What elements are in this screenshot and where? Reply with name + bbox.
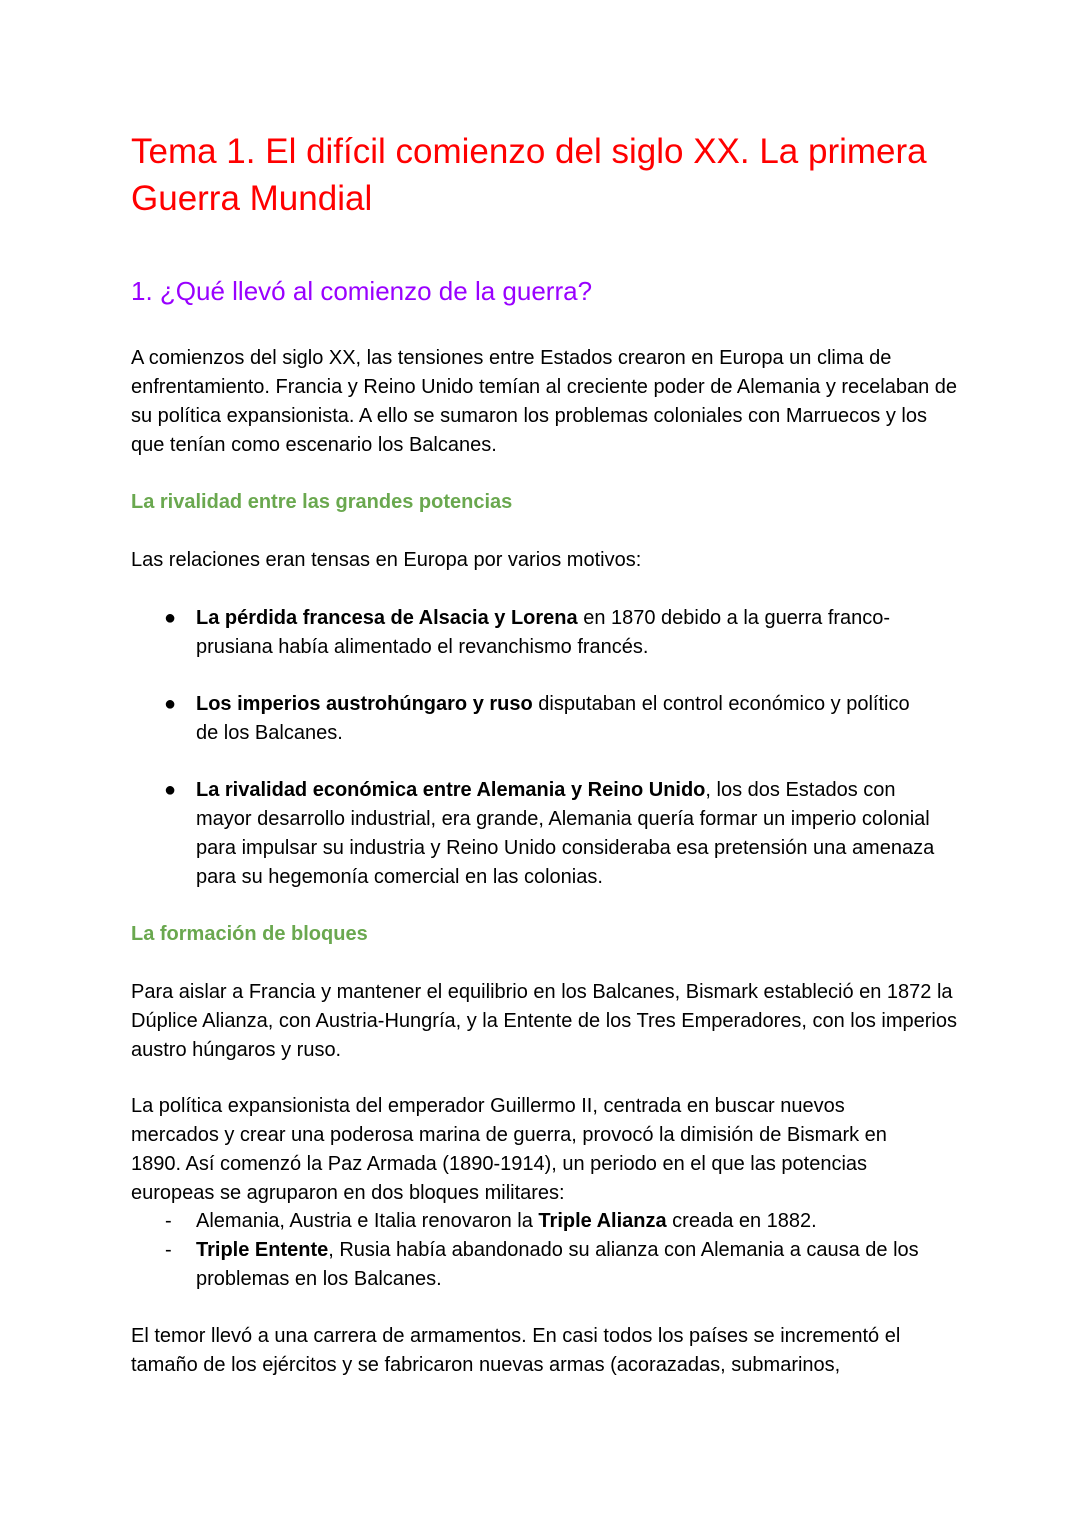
page-title: Tema 1. El difícil comienzo del siglo XX. La primera Guerra Mundial — [131, 132, 927, 218]
bloques-paragraph-2: La política expansionista del emperador Guillermo II, centrada en buscar nuevos mercados y crear una poderosa marina de guerra, provocó la dimisión de Bismark en 1890. Así comenzó la Paz Armada (1890-1914), un periodo en el que las potencias europeas se agruparon en dos bloques militares: — [131, 1095, 887, 1204]
dash-marker: - — [165, 1210, 172, 1232]
bullet-text: disputaban el control económico y político de los Balcanes. — [196, 693, 910, 744]
list-item — [131, 1236, 961, 1294]
bullet-bold-text: Los imperios austrohúngaro y ruso — [196, 693, 533, 715]
list-item — [131, 1207, 961, 1236]
list-item — [131, 690, 961, 748]
list-item — [131, 776, 961, 892]
bloques-paragraph-3: El temor llevó a una carrera de armamentos. En casi todos los países se incrementó el tamaño de los ejércitos y se fabricaron nuevas armas (acorazadas, submarinos, — [131, 1325, 901, 1376]
bullet-text: , los dos Estados con mayor desarrollo industrial, era grande, Alemania quería formar un imperio colonial para impulsar su industria y Reino Unido consideraba esa pretensión una amenaza para su hegemonía comercial en las colonias. — [196, 779, 935, 888]
bullet-icon: ● — [164, 779, 177, 801]
subheading-bloques: La formación de bloques — [131, 923, 368, 945]
bloques-paragraph-1: Para aislar a Francia y mantener el equilibrio en los Balcanes, Bismark estableció en 1872 la Dúplice Alianza, con Austria-Hungría, y la Entente de los Tres Emperadores, con los imperios austro húngaros y ruso. — [131, 981, 957, 1061]
bullet-text: en 1870 debido a la guerra franco-prusiana había alimentado el revanchismo francés. — [196, 607, 891, 658]
intro-paragraph: A comienzos del siglo XX, las tensiones entre Estados crearon en Europa un clima de enfrentamiento. Francia y Reino Unido temían al creciente poder de Alemania y recelaban de su política expansionista. A ello se sumaron los problemas coloniales con Marruecos y los que tenían como escenario los Balcanes. — [131, 347, 958, 456]
bullet-icon: ● — [164, 607, 177, 629]
bullet-bold-text: La pérdida francesa de Alsacia y Lorena — [196, 607, 578, 629]
rivalidad-lead: Las relaciones eran tensas en Europa por varios motivos: — [131, 549, 642, 571]
bullet-bold-text: La rivalidad económica entre Alemania y Reino Unido — [196, 779, 706, 801]
dash-marker: - — [165, 1239, 172, 1261]
bullet-icon: ● — [164, 693, 177, 715]
dash-text: creada en 1882. — [666, 1210, 817, 1232]
section-heading: 1. ¿Qué llevó al comienzo de la guerra? — [131, 276, 593, 306]
dash-bold-text: Triple Alianza — [538, 1210, 667, 1232]
dash-text: Alemania, Austria e Italia renovaron la — [196, 1210, 539, 1232]
list-item — [131, 604, 961, 662]
dash-bold-text: Triple Entente — [196, 1239, 329, 1261]
subheading-rivalidad: La rivalidad entre las grandes potencias — [131, 491, 513, 513]
dash-text: , Rusia había abandonado su alianza con Alemania a causa de los problemas en los Balcanes. — [196, 1239, 919, 1290]
